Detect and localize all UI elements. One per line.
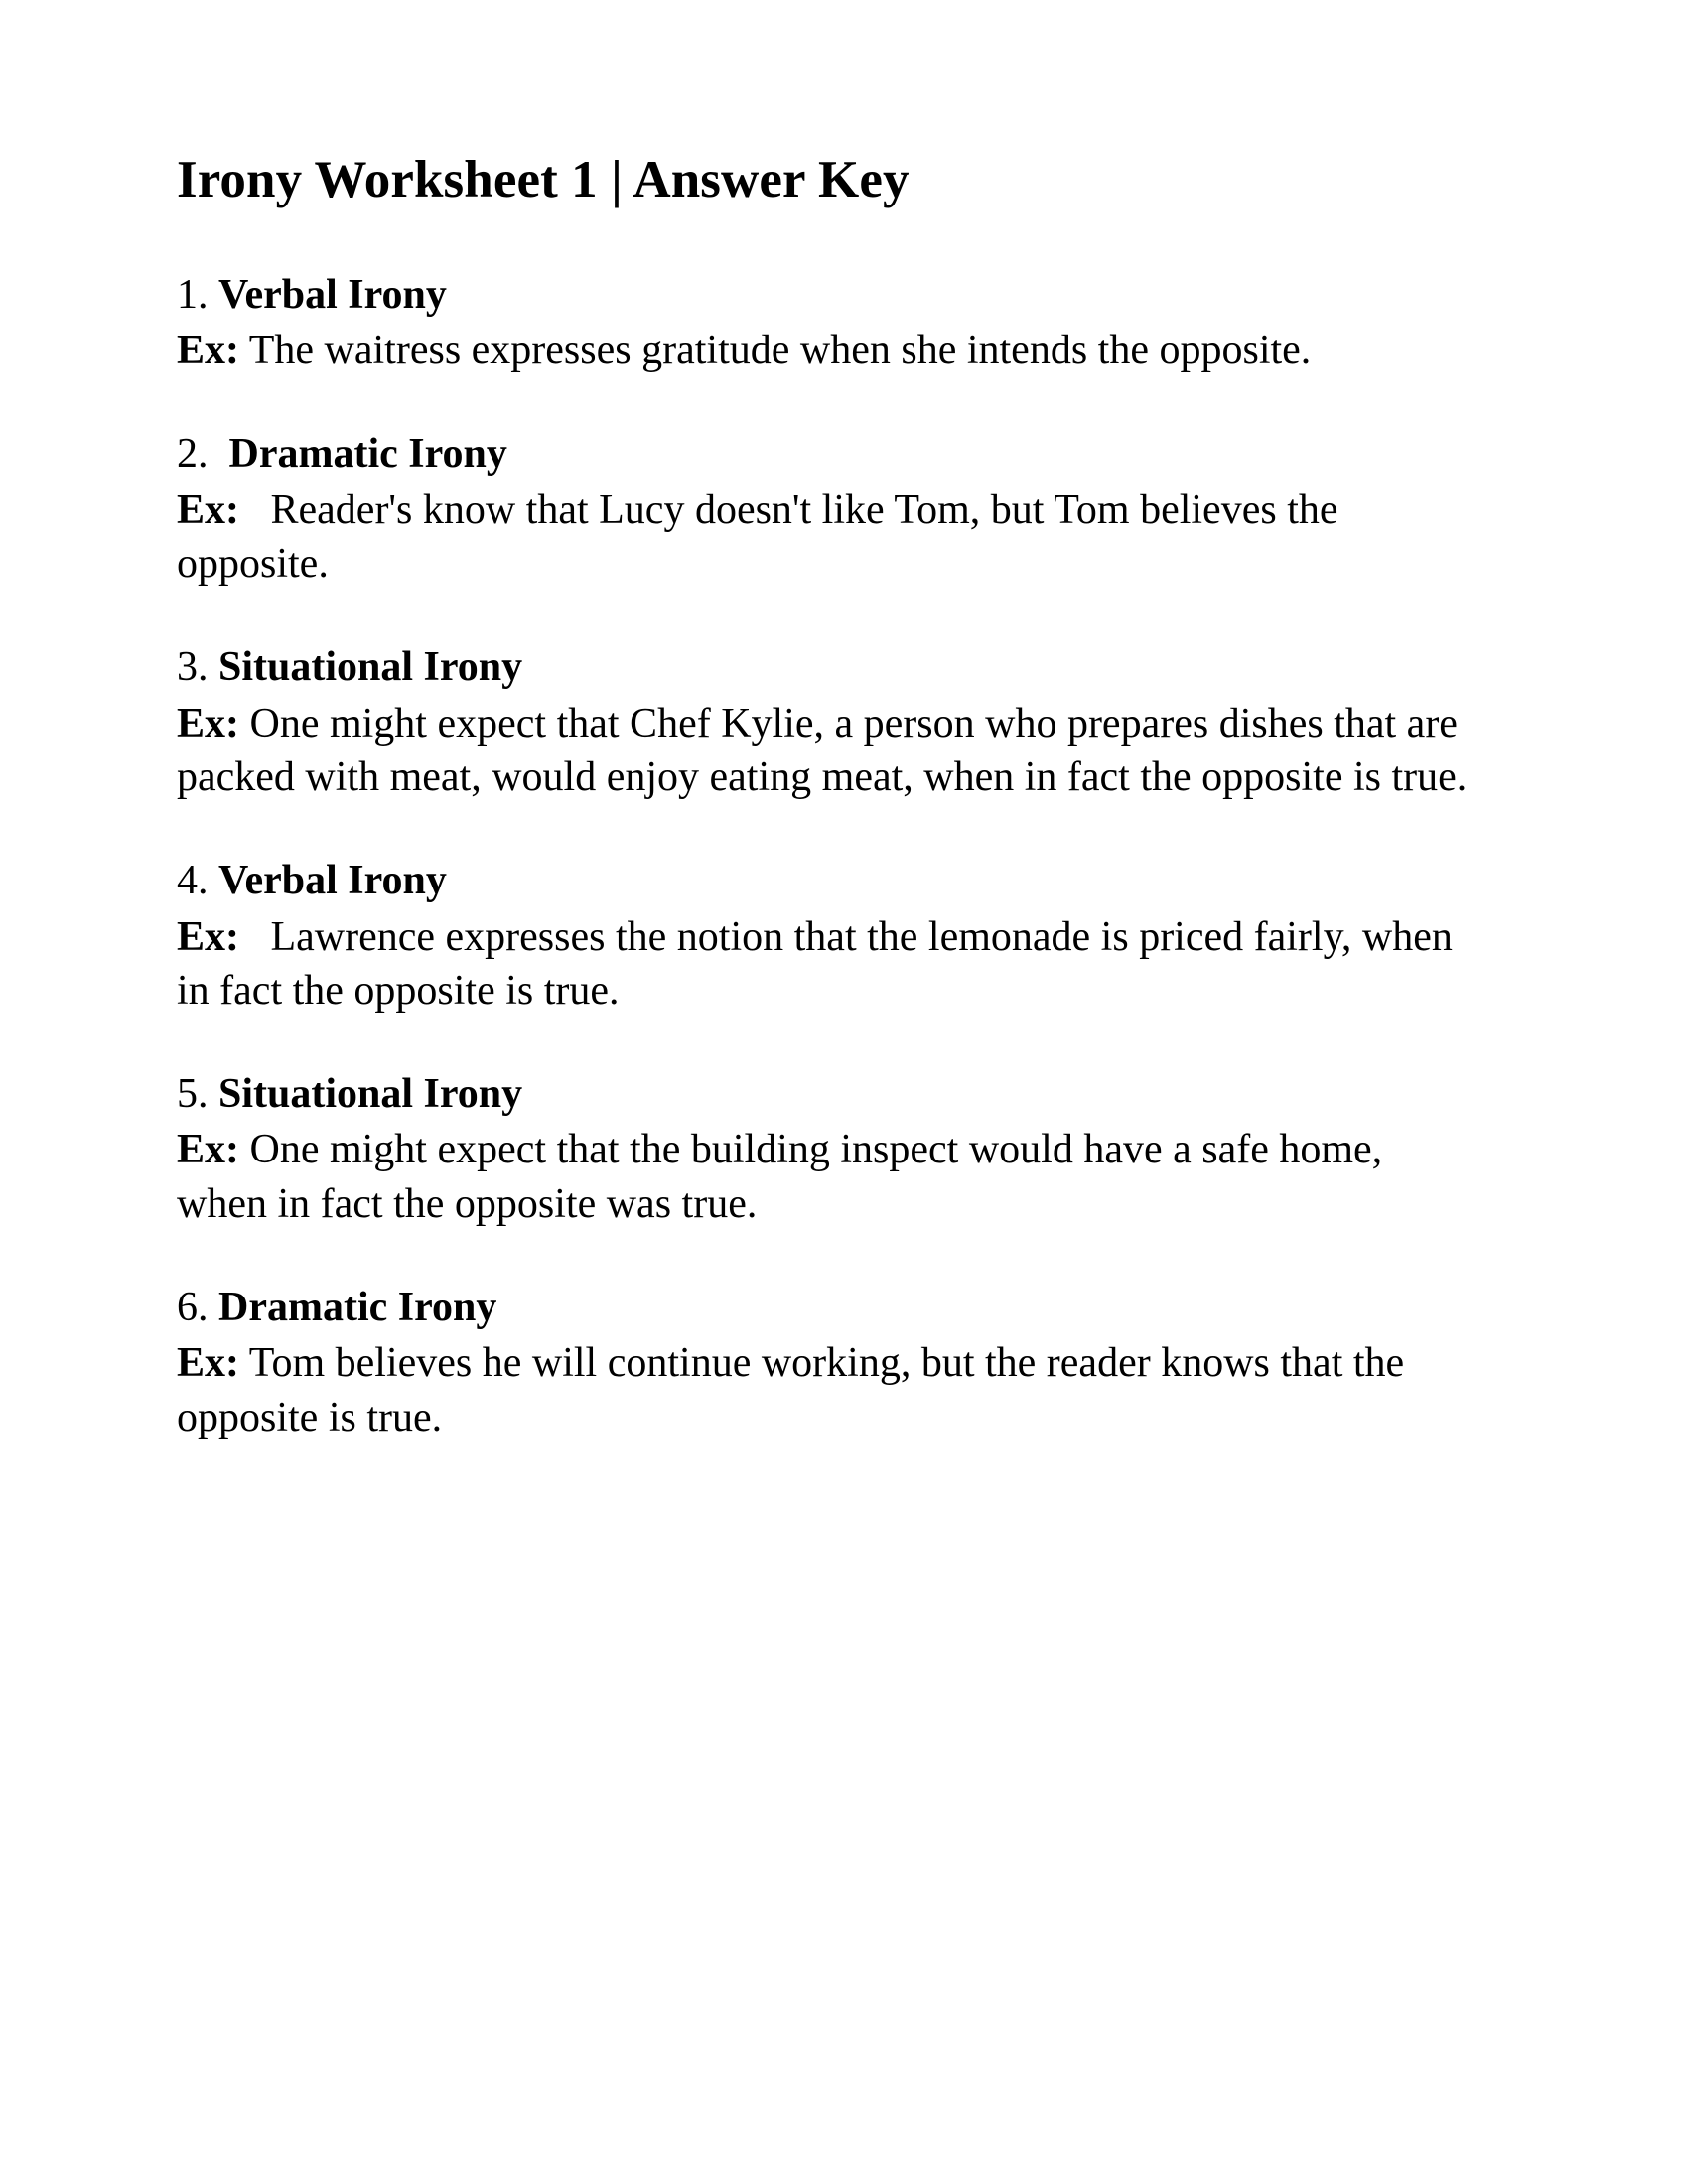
- answer-item-type: Situational Irony: [218, 1070, 523, 1117]
- answer-item: [177, 269, 1487, 378]
- answer-item-separator: [209, 1071, 219, 1117]
- answer-item-number: 1.: [177, 271, 209, 318]
- example-label: Ex:: [177, 913, 239, 960]
- answer-item-example: [177, 483, 1477, 592]
- answer-item-number: 3.: [177, 643, 209, 690]
- answer-item: [177, 1068, 1487, 1232]
- answer-item-type: Verbal Irony: [218, 271, 447, 318]
- answer-item-number: 6.: [177, 1284, 209, 1330]
- answer-list: [177, 269, 1487, 1445]
- answer-item: [177, 855, 1487, 1019]
- answer-item-heading: [177, 269, 1487, 323]
- example-text: One might expect that the building inspect would have a safe home, when in fact the opposite was true.: [177, 1127, 1393, 1228]
- answer-item-separator: [209, 858, 219, 903]
- answer-item-number: 5.: [177, 1070, 209, 1117]
- example-label: Ex:: [177, 1127, 239, 1173]
- answer-item-heading: [177, 428, 1487, 481]
- answer-item-type: Dramatic Irony: [218, 1284, 497, 1330]
- example-label: Ex:: [177, 1340, 239, 1387]
- answer-item-heading: [177, 1068, 1487, 1122]
- example-label: Ex:: [177, 700, 239, 747]
- answer-item-type: Dramatic Irony: [228, 430, 507, 477]
- answer-item-type: Verbal Irony: [218, 857, 447, 903]
- answer-item-example: [177, 324, 1477, 378]
- example-text: Reader's know that Lucy doesn't like Tom, but Tom believes the opposite.: [177, 486, 1348, 588]
- answer-item-number: 4.: [177, 857, 209, 903]
- answer-item-separator: [209, 431, 229, 477]
- answer-item-separator: [209, 644, 219, 690]
- answer-item-number: 2.: [177, 430, 209, 477]
- answer-item-example: [177, 910, 1477, 1019]
- answer-item: [177, 641, 1487, 805]
- answer-item-heading: [177, 855, 1487, 908]
- example-label: Ex:: [177, 328, 239, 374]
- answer-item: [177, 1282, 1487, 1445]
- answer-item-separator: [209, 272, 219, 318]
- worksheet-content: [177, 149, 1487, 1445]
- example-text: Lawrence expresses the notion that the lemonade is priced fairly, when in fact the opposite is true.: [177, 913, 1464, 1015]
- answer-item-example: [177, 1123, 1477, 1231]
- example-text: The waitress expresses gratitude when she intends the opposite.: [239, 328, 1312, 374]
- example-text: Tom believes he will continue working, but the reader knows that the opposite is true.: [177, 1340, 1415, 1440]
- page-title: Irony Worksheet 1 | Answer Key: [177, 151, 910, 208]
- answer-item-heading: [177, 1282, 1487, 1335]
- answer-item-separator: [209, 1285, 219, 1330]
- example-label: Ex:: [177, 486, 239, 533]
- example-text: One might expect that Chef Kylie, a person who prepares dishes that are packed with meat, would enjoy eating meat, when in fact the opposite is true.: [177, 700, 1469, 801]
- answer-item-type: Situational Irony: [218, 643, 523, 690]
- answer-item-example: [177, 697, 1477, 805]
- answer-item-example: [177, 1336, 1477, 1444]
- answer-item-heading: [177, 641, 1487, 695]
- answer-item: [177, 428, 1487, 592]
